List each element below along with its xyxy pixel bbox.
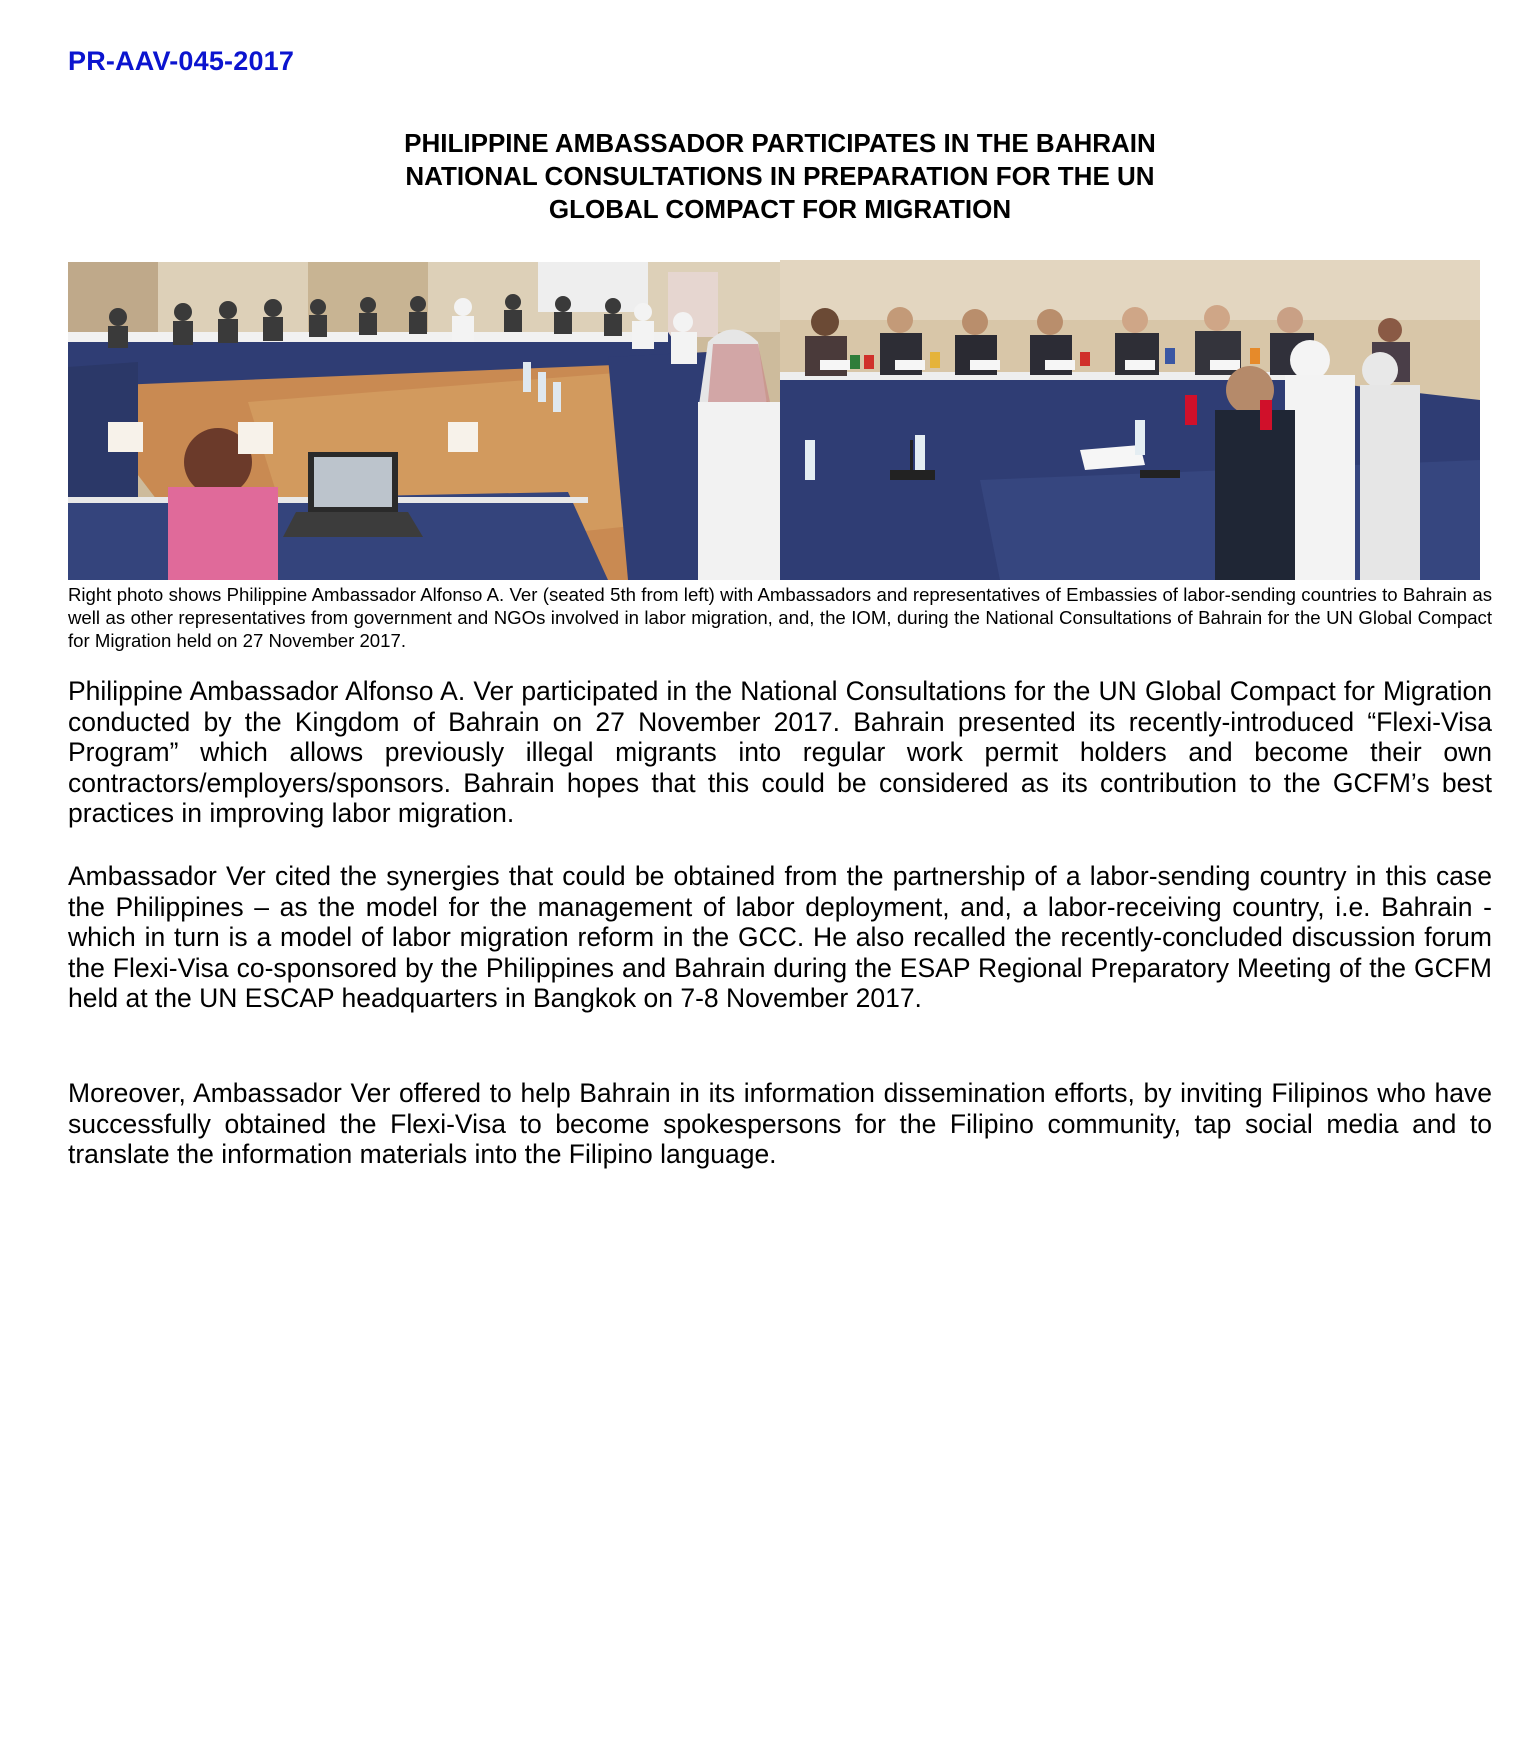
meeting-photos: [68, 262, 1480, 580]
document-id: PR-AAV-045-2017: [68, 46, 295, 76]
paragraph-2: Ambassador Ver cited the synergies that could be obtained from the partnership of a labor-sending country in this case the Philippines – as the model for the management of labor deployment, and, a labor-receiving country, i.e. Bahrain -which in turn is a model of labor migration reform in the GCC. He also recalled the recently-concluded discussion forum the Flexi-Visa co-sponsored by the Philippines and Bahrain during the ESAP Regional Preparatory Meeting of the GCFM held at the UN ESCAP headquarters in Bangkok on 7-8 November 2017.: [68, 861, 1492, 1014]
headline-line-3: GLOBAL COMPACT FOR MIGRATION: [548, 194, 1012, 224]
meeting-photo-left: [68, 262, 780, 580]
paragraph-3: Moreover, Ambassador Ver offered to help Bahrain in its information dissemination efforts, by inviting Filipinos who have successfully obtained the Flexi-Visa to become spokespersons for the Filipino community, tap social media and to translate the information materials into the Filipino language.: [68, 1078, 1492, 1170]
headline: [160, 127, 1400, 226]
meeting-photo-right: [780, 260, 1480, 580]
paragraph-1: Philippine Ambassador Alfonso A. Ver participated in the National Consultations for the UN Global Compact for Migration conducted by the Kingdom of Bahrain on 27 November 2017. Bahrain presented its recently-introduced “Flexi-Visa Program” which allows previously illegal migrants into regular work permit holders and become their own contractors/employers/sponsors. Bahrain hopes that this could be considered as its contribution to the GCFM’s best practices in improving labor migration.: [68, 676, 1492, 829]
photo-caption: Right photo shows Philippine Ambassador Alfonso A. Ver (seated 5th from left) with Ambassadors and representatives of Embassies of labor-sending countries to Bahrain as well as other representatives from government and NGOs involved in labor migration, and, the IOM, during the National Consultations of Bahrain for the UN Global Compact for Migration held on 27 November 2017.: [68, 584, 1492, 651]
headline-line-2: NATIONAL CONSULTATIONS IN PREPARATION FOR THE UN: [405, 161, 1155, 191]
headline-line-1: PHILIPPINE AMBASSADOR PARTICIPATES IN THE BAHRAIN: [404, 128, 1156, 158]
